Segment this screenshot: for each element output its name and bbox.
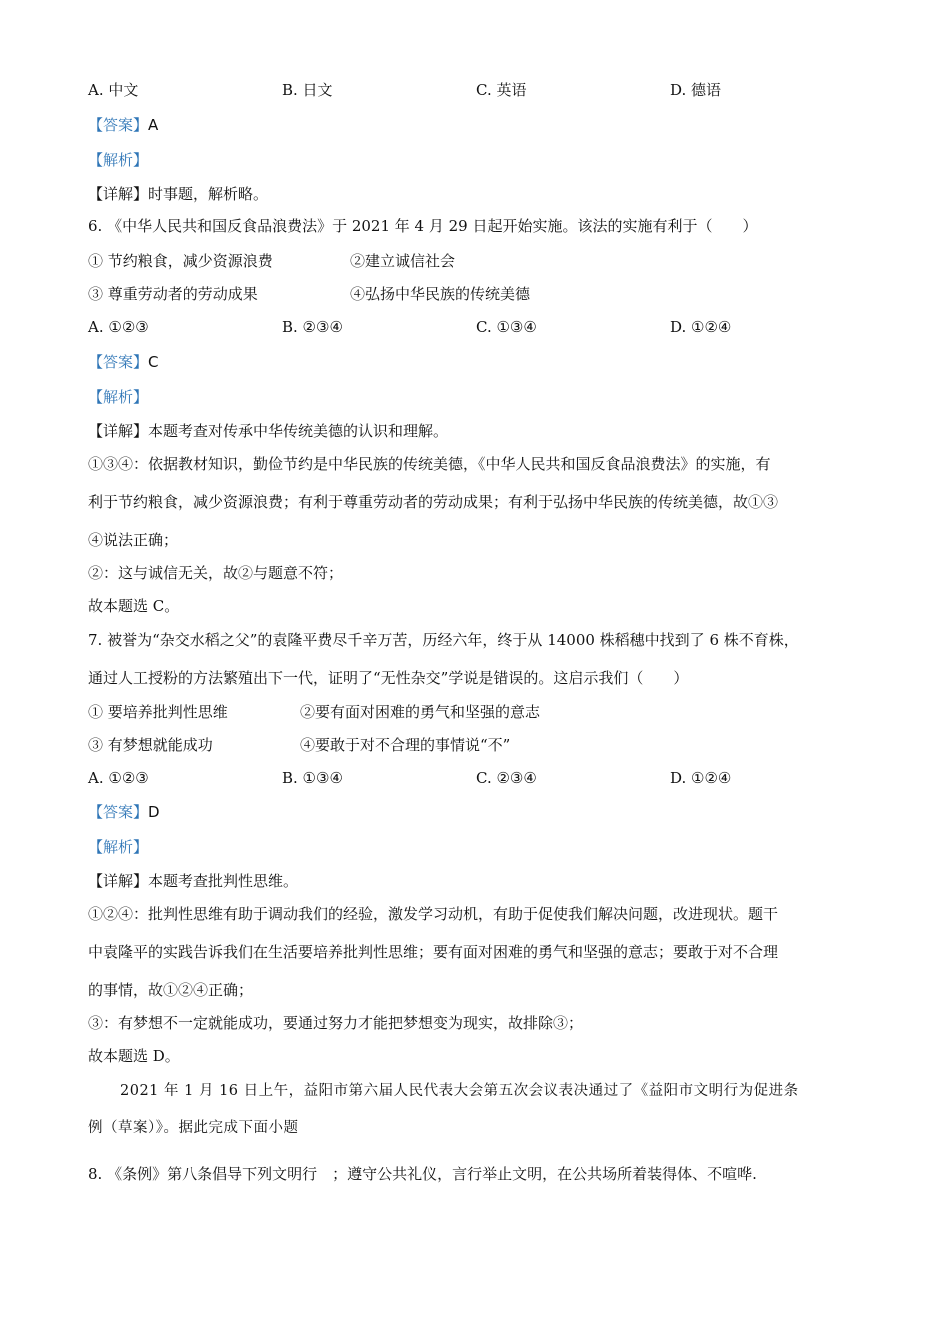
q6-answer [88, 352, 159, 372]
q6-option-c: C. ①③④ [476, 318, 537, 336]
detail-tag: 【详解】 [88, 872, 149, 890]
q7-stem-line-2: 通过人工授粉的方法繁殖出下一代，证明了“无性杂交”学说是错误的。这启示我们（ ） [88, 669, 689, 687]
passage-line-1: 2021 年 1 月 16 日上午，益阳市第六届人民代表大会第五次会议表决通过了《益阳市文明行为促进条 [120, 1083, 799, 1099]
q7-stem-line-1: 7. 被誉为“杂交水稻之父”的袁隆平费尽千辛万苦，历经六年，终于从 14000 株稻穗中找到了 6 株不育株， [88, 631, 799, 649]
q7-item-3: ③ 有梦想就能成功 [88, 736, 213, 754]
q6-item-4: ④弘扬中华民族的传统美德 [350, 285, 531, 303]
q7-analysis-line-4: ③：有梦想不一定就能成功，要通过努力才能把梦想变为现实，故排除③； [88, 1014, 584, 1032]
q6-analysis-line-1: ①③④：依据教材知识，勤俭节约是中华民族的传统美德，《中华人民共和国反食品浪费法》的实施，有 [88, 455, 771, 473]
q7-item-2: ②要有面对困难的勇气和坚强的意志 [300, 703, 541, 721]
option-b: B. 日文 [282, 81, 333, 99]
detail-text: 本题考查对传承中华传统美德的认识和理解。 [148, 422, 449, 440]
q5-detail [88, 184, 268, 204]
q6-option-b: B. ②③④ [282, 318, 343, 336]
q7-analysis-line-1: ①②④：批判性思维有助于调动我们的经验，激发学习动机，有助于促使我们解决问题，改进现状。题干 [88, 905, 779, 923]
q7-analysis-line-3: 的事情，故①②④正确； [88, 981, 254, 999]
detail-tag: 【详解】 [88, 185, 149, 203]
q6-analysis-line-3: ④说法正确； [88, 531, 179, 549]
q7-analysis-tag: 【解析】 [88, 838, 149, 856]
q5-analysis-tag: 【解析】 [88, 151, 149, 169]
q6-item-2: ②建立诚信社会 [350, 252, 456, 270]
detail-text: 时事题，解析略。 [148, 185, 269, 203]
q7-option-a: A. ①②③ [88, 769, 149, 787]
option-a: A. 中文 [88, 81, 139, 99]
q7-item-1: ① 要培养批判性思维 [88, 703, 228, 721]
q7-analysis-line-2: 中袁隆平的实践告诉我们在生活要培养批判性思维；要有面对困难的勇气和坚强的意志；要敢于对不合理 [88, 943, 779, 961]
answer-value: A [148, 116, 159, 134]
q7-item-4: ④要敢于对不合理的事情说“不” [300, 736, 511, 754]
q7-option-b: B. ①③④ [282, 769, 343, 787]
q7-option-c: C. ②③④ [476, 769, 537, 787]
q6-item-3: ③ 尊重劳动者的劳动成果 [88, 285, 258, 303]
q6-analysis-line-5: 故本题选 C。 [88, 597, 180, 615]
answer-value: D [148, 803, 160, 821]
q7-detail [88, 871, 298, 891]
q6-analysis-line-4: ②：这与诚信无关，故②与题意不符； [88, 564, 344, 582]
answer-tag: 【答案】 [88, 803, 149, 821]
q8-stem: 8. 《条例》第八条倡导下列文明行 ；遵守公共礼仪，言行举止文明，在公共场所着装得体、不喧哗. [88, 1165, 757, 1183]
answer-tag: 【答案】 [88, 353, 149, 371]
answer-tag: 【答案】 [88, 116, 149, 134]
option-d: D. 德语 [670, 81, 722, 99]
q5-answer [88, 115, 158, 135]
q7-answer [88, 802, 160, 822]
passage-line-2: 例（草案）》。据此完成下面小题 [88, 1120, 299, 1136]
q6-option-a: A. ①②③ [88, 318, 149, 336]
q6-stem: 6. 《中华人民共和国反食品浪费法》于 2021 年 4 月 29 日起开始实施。该法的实施有利于（ ） [88, 217, 758, 235]
q6-item-1: ① 节约粮食，减少资源浪费 [88, 252, 273, 270]
option-c: C. 英语 [476, 81, 527, 99]
q6-option-d: D. ①②④ [670, 318, 732, 336]
detail-tag: 【详解】 [88, 422, 149, 440]
detail-text: 本题考查批判性思维。 [148, 872, 299, 890]
q7-option-d: D. ①②④ [670, 769, 732, 787]
answer-value: C [148, 353, 159, 371]
q7-analysis-line-5: 故本题选 D。 [88, 1047, 180, 1065]
q6-detail [88, 421, 448, 441]
q6-analysis-tag: 【解析】 [88, 388, 149, 406]
q6-analysis-line-2: 利于节约粮食，减少资源浪费；有利于尊重劳动者的劳动成果；有利于弘扬中华民族的传统美德，故①③ [88, 493, 779, 511]
